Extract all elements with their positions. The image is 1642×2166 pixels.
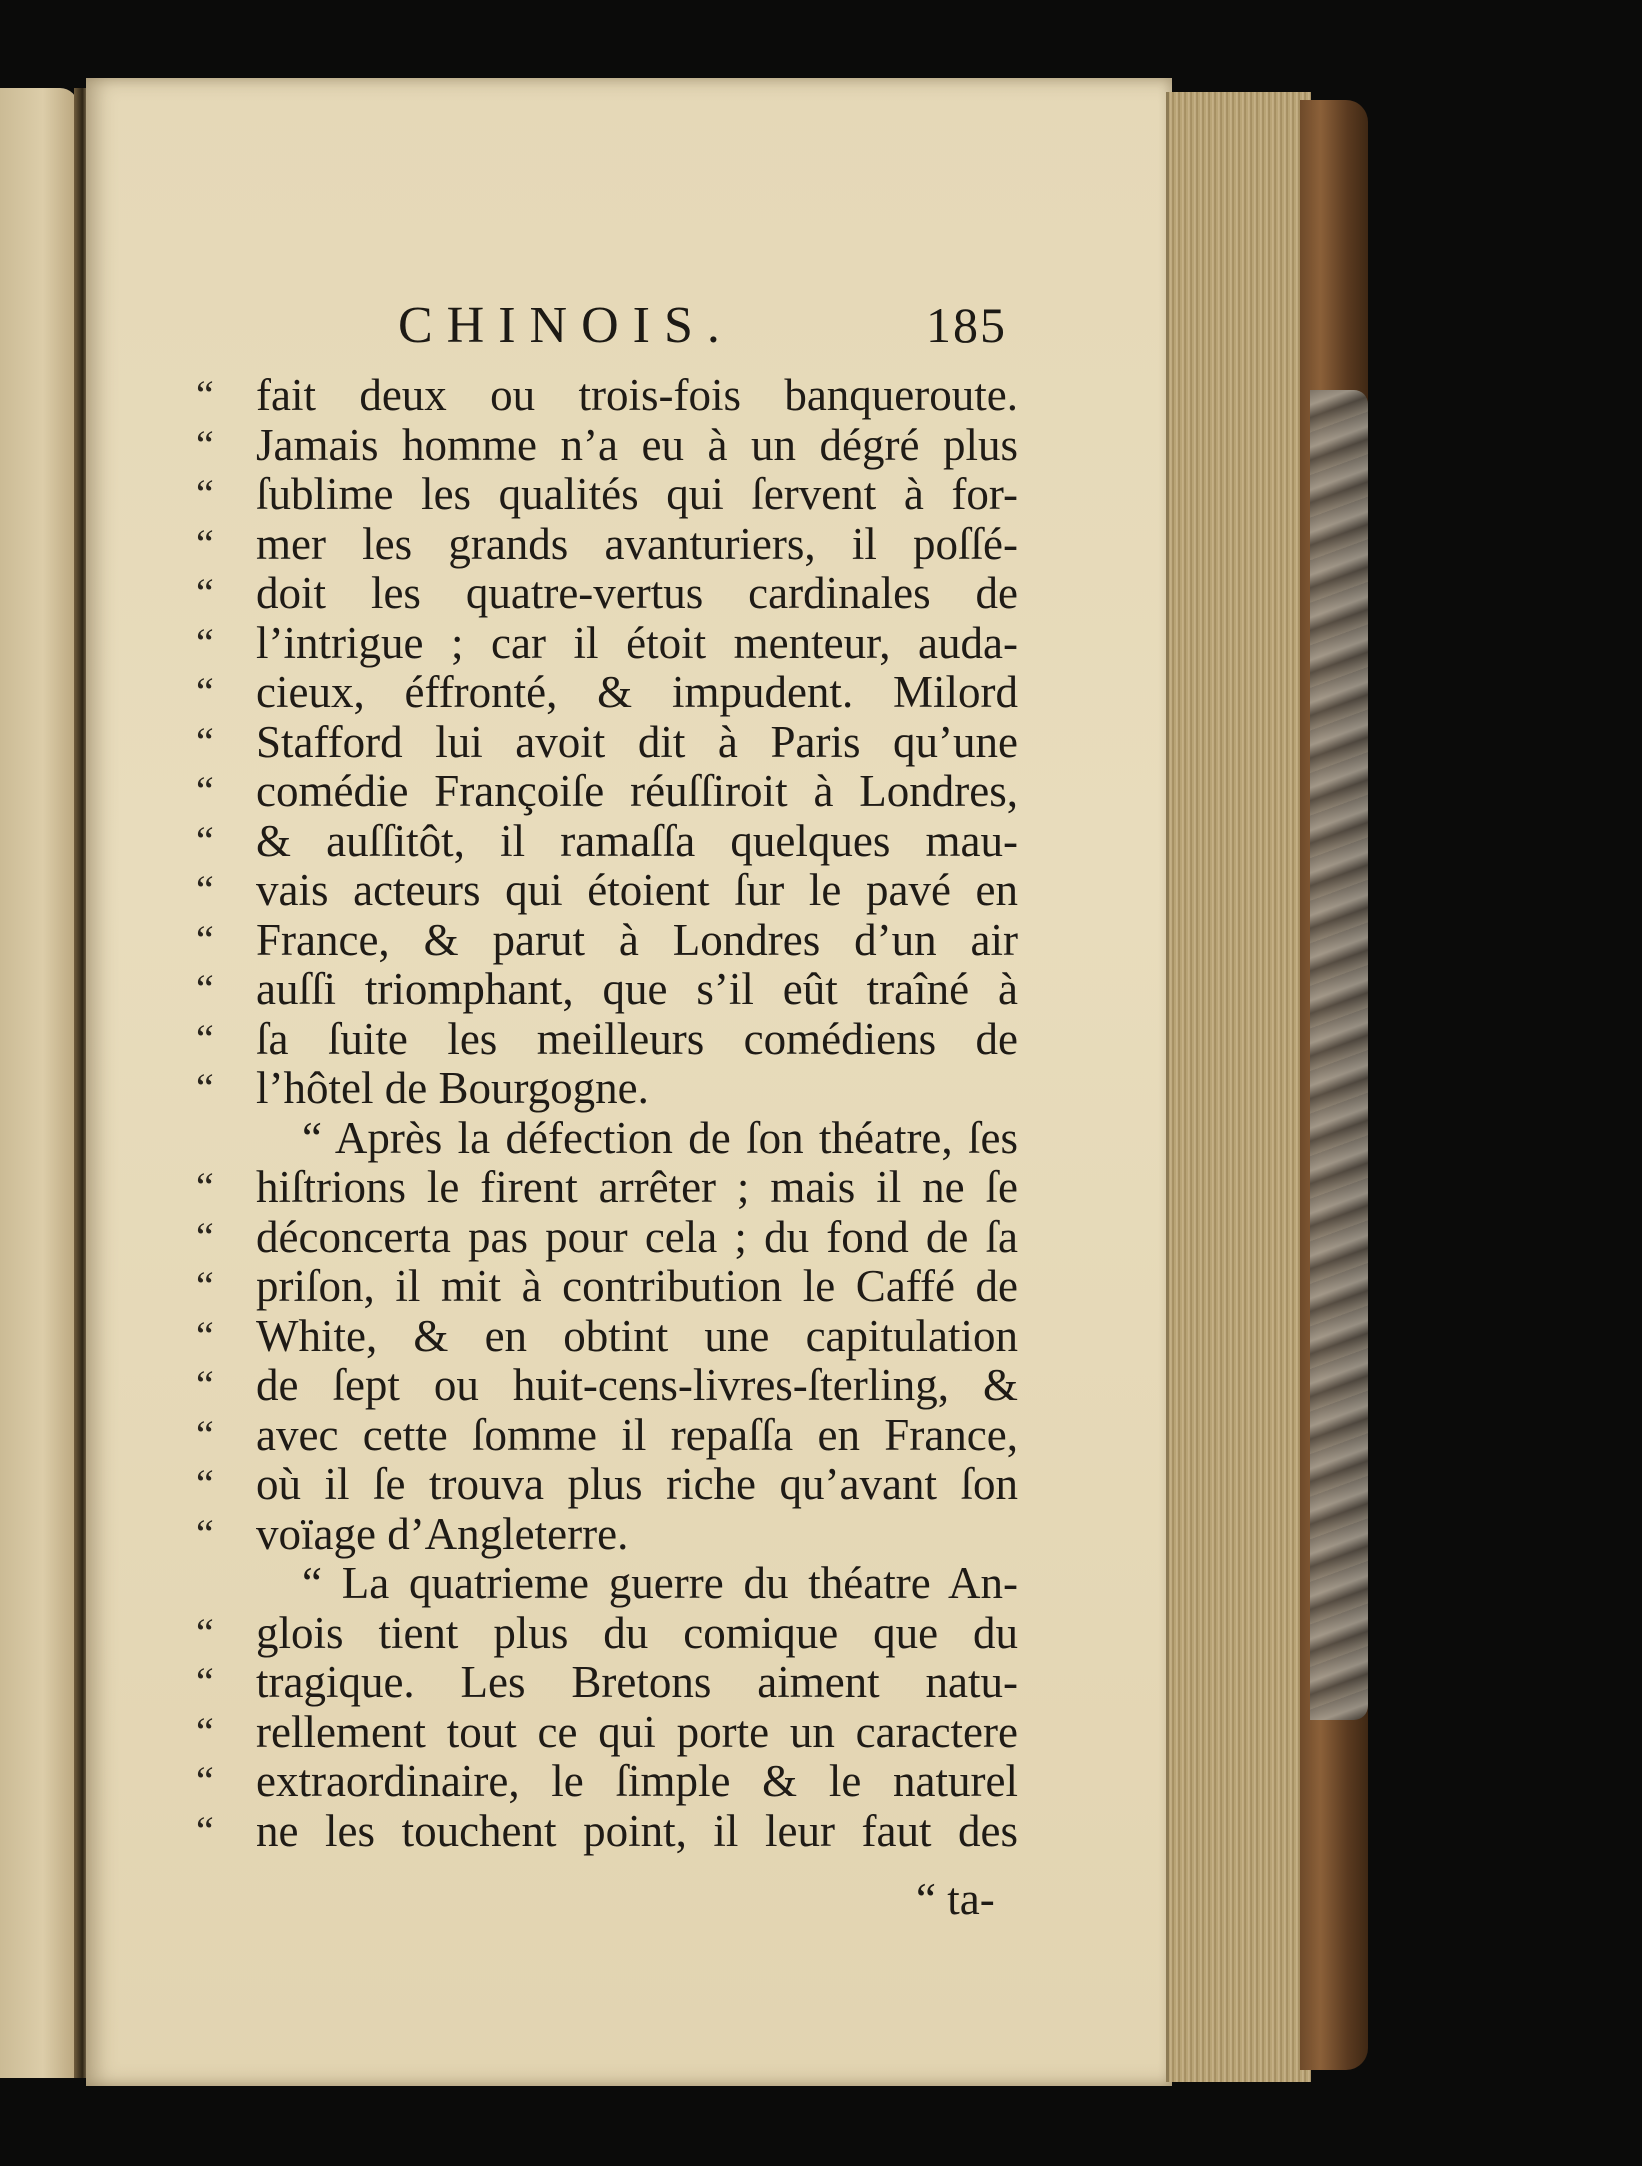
text-line: où il ſe trouva plus riche qu’avant ſon xyxy=(256,1459,1018,1509)
text-line: doit les quatre-vertus cardinales de xyxy=(256,568,1018,618)
text-line: Stafford lui avoit dit à Paris qu’une xyxy=(256,717,1018,767)
quote-mark: “ xyxy=(196,768,214,813)
marbled-endpaper xyxy=(1310,390,1368,1720)
quote-mark: “ xyxy=(196,1164,214,1209)
text-line: ſa ſuite les meilleurs comédiens de xyxy=(256,1014,1018,1064)
quote-mark: “ xyxy=(196,422,214,467)
text-line: comédie Françoiſe réuſſiroit à Londres, xyxy=(256,766,1018,816)
text-line: extraordinaire, le ſimple & le naturel xyxy=(256,1756,1018,1806)
text-line: Jamais homme n’a eu à un dégré plus xyxy=(256,420,1018,470)
quote-mark: “ xyxy=(196,719,214,764)
text-line: fait deux ou trois-fois banqueroute. xyxy=(256,370,1018,420)
text-line: tragique. Les Bretons aiment natu- xyxy=(256,1657,1018,1707)
quote-mark: “ xyxy=(196,1412,214,1457)
text-line: “ La quatrieme guerre du théatre An- xyxy=(302,1558,1018,1608)
text-line: l’hôtel de Bourgogne. xyxy=(256,1063,649,1113)
quote-mark: “ xyxy=(196,620,214,665)
quote-mark: “ xyxy=(196,1263,214,1308)
quote-mark: “ xyxy=(196,471,214,516)
quote-mark: “ xyxy=(196,1065,214,1110)
quote-mark: “ xyxy=(196,1758,214,1803)
text-line: France, & parut à Londres d’un air xyxy=(256,915,1018,965)
text-line: & auſſitôt, il ramaſſa quelques mau- xyxy=(256,816,1018,866)
text-line: vais acteurs qui étoient ſur le pavé en xyxy=(256,865,1018,915)
quote-mark: “ xyxy=(196,669,214,714)
quote-mark: “ xyxy=(196,966,214,1011)
quote-mark: “ xyxy=(196,1313,214,1358)
quote-mark: “ xyxy=(196,1659,214,1704)
text-line: hiſtrions le firent arrêter ; mais il ne ſe xyxy=(256,1162,1018,1212)
quote-mark: “ xyxy=(196,1016,214,1061)
text-line: glois tient plus du comique que du xyxy=(256,1608,1018,1658)
quote-mark: “ xyxy=(196,1709,214,1754)
quote-mark: “ xyxy=(196,372,214,417)
text-line: ſublime les qualités qui ſervent à for- xyxy=(256,469,1018,519)
catchword: “ ta- xyxy=(916,1874,995,1924)
quote-mark: “ xyxy=(196,1511,214,1556)
text-line: ne les touchent point, il leur faut des xyxy=(256,1806,1018,1856)
quote-mark: “ xyxy=(196,1610,214,1655)
quote-mark: “ xyxy=(196,570,214,615)
quote-mark: “ xyxy=(196,917,214,962)
quote-mark: “ xyxy=(196,1362,214,1407)
text-line: cieux, éffronté, & impudent. Milord xyxy=(256,667,1018,717)
text-line: avec cette ſomme il repaſſa en France, xyxy=(256,1410,1018,1460)
quote-mark: “ xyxy=(196,1461,214,1506)
text-line: rellement tout ce qui porte un caractere xyxy=(256,1707,1018,1757)
text-line: mer les grands avanturiers, il poſſé- xyxy=(256,519,1018,569)
page-number: 185 xyxy=(926,297,1007,353)
text-line: “ Après la défection de ſon théatre, ſes xyxy=(302,1113,1018,1163)
quote-mark: “ xyxy=(196,521,214,566)
quote-mark: “ xyxy=(196,1808,214,1853)
text-line: auſſi triomphant, que s’il eût traîné à xyxy=(256,964,1018,1014)
text-line: l’intrigue ; car il étoit menteur, auda- xyxy=(256,618,1018,668)
text-line: White, & en obtint une capitulation xyxy=(256,1311,1018,1361)
page-edges xyxy=(1166,92,1311,2082)
left-page-edge xyxy=(0,88,78,2078)
text-line: priſon, il mit à contribution le Caffé de xyxy=(256,1261,1018,1311)
quote-mark: “ xyxy=(196,867,214,912)
text-line: de ſept ou huit-cens-livres-ſterling, & xyxy=(256,1360,1018,1410)
text-line: voïage d’Angleterre. xyxy=(256,1509,629,1559)
quote-mark: “ xyxy=(196,818,214,863)
running-head: CHINOIS. xyxy=(398,297,734,354)
text-line: déconcerta pas pour cela ; du fond de ſa xyxy=(256,1212,1018,1262)
quote-mark: “ xyxy=(196,1214,214,1259)
